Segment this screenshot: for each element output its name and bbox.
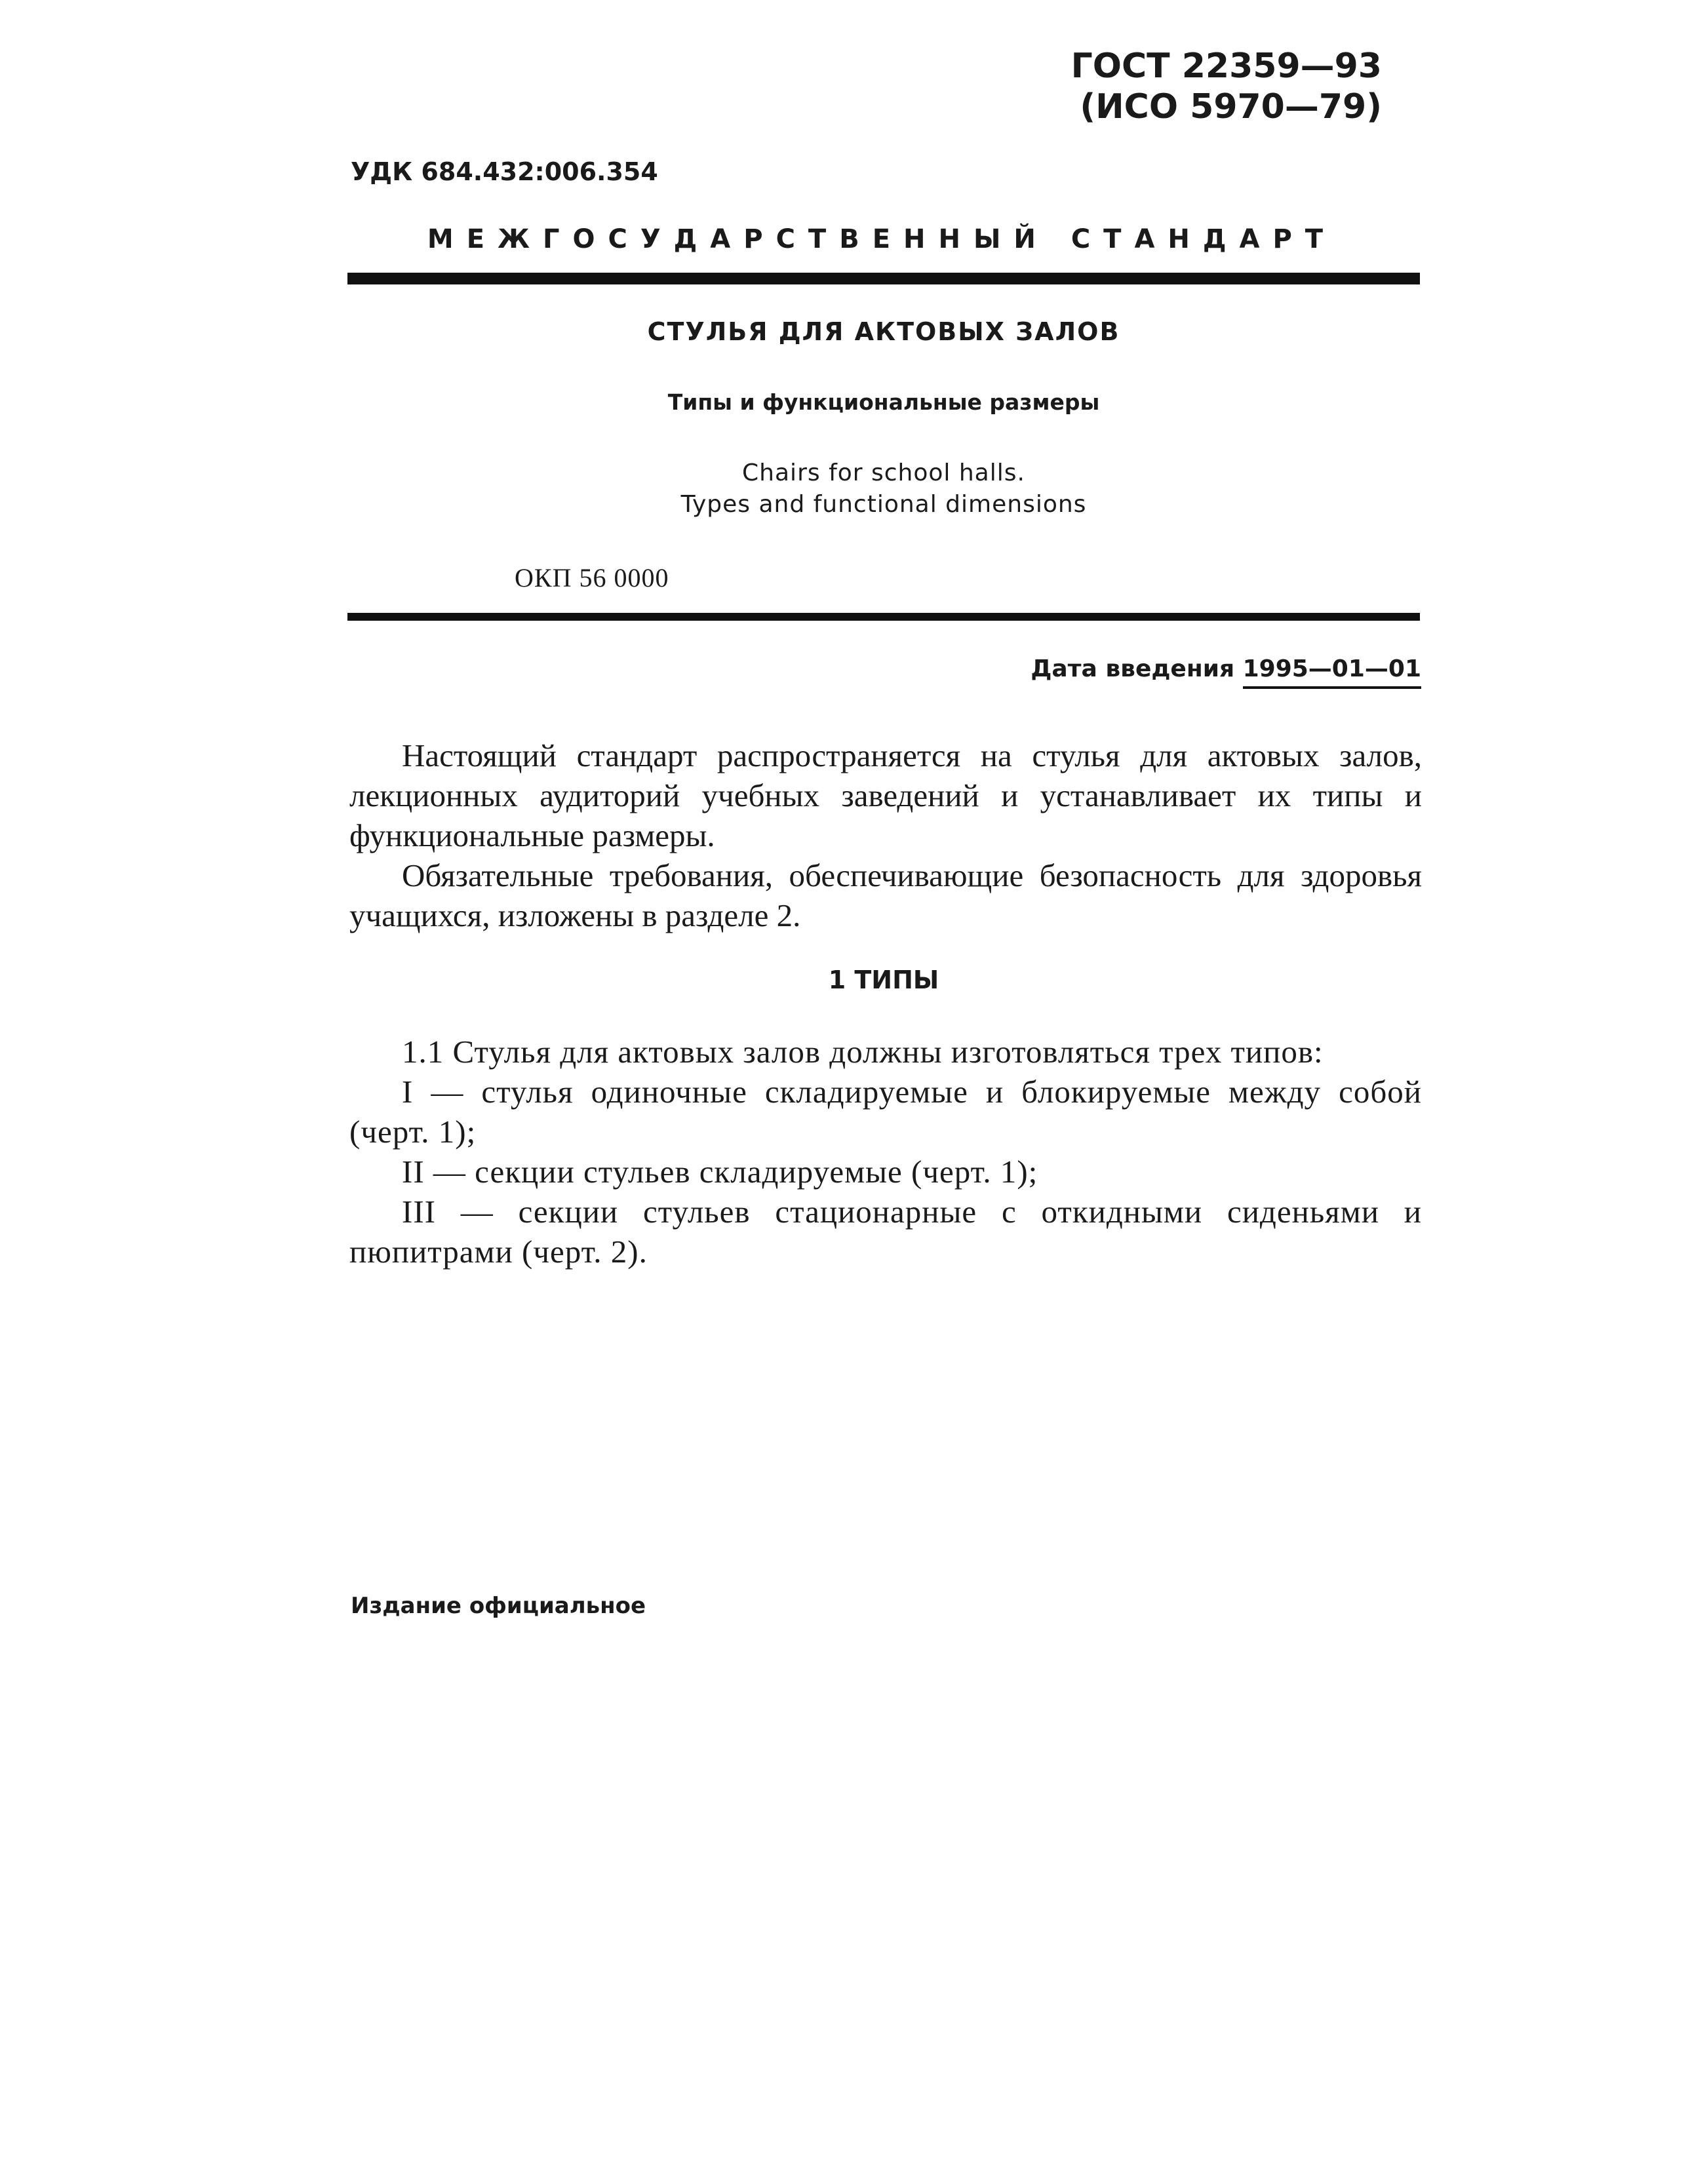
- scope-paragraph: Настоящий стандарт распространяется на стулья для актовых залов, лекционных аудиторий учебных заведений и устанавливает их типы и функциональные размеры.: [349, 737, 1422, 853]
- iso-number: (ИСО 5970—79): [1080, 87, 1382, 127]
- standard-designation: [923, 46, 1382, 127]
- middle-divider: [347, 613, 1420, 621]
- introduction-text: [349, 735, 1422, 935]
- okp-code: ОКП 56 0000: [515, 563, 669, 593]
- english-title-line-1: Chairs for school halls.: [742, 459, 1025, 486]
- udk-code: УДК 684.432:006.354: [351, 157, 658, 186]
- type-3-item: III — секции стульев стационарные с откидными сиденьями и пюпитрами (черт. 2).: [349, 1194, 1422, 1270]
- gost-number: ГОСТ 22359—93: [1071, 47, 1382, 86]
- english-title: [347, 458, 1420, 520]
- safety-paragraph: Обязательные требования, обеспечивающие безопасность для здоровья учащихся, изложены в разделе 2.: [349, 857, 1422, 933]
- introduction-date-label: Дата введения: [1031, 655, 1235, 682]
- introduction-date: [1031, 655, 1421, 689]
- introduction-date-value: 1995—01—01: [1243, 655, 1421, 689]
- types-section: [349, 1032, 1422, 1272]
- type-1-item: I — стулья одиночные складируемые и блокируемые между собой (черт. 1);: [349, 1074, 1422, 1150]
- standard-category: МЕЖГОСУДАРСТВЕННЫЙ СТАНДАРТ: [427, 224, 1337, 254]
- section-title: 1 ТИПЫ: [828, 965, 939, 994]
- edition-note: Издание официальное: [351, 1593, 646, 1619]
- type-2-item: II — секции стульев складируемые (черт. 1);: [402, 1154, 1038, 1190]
- clause-1-1: 1.1 Стулья для актовых залов должны изготовляться трех типов:: [402, 1034, 1324, 1070]
- document-subtitle: Типы и функциональные размеры: [667, 389, 1100, 415]
- document-title: СТУЛЬЯ ДЛЯ АКТОВЫХ ЗАЛОВ: [647, 317, 1120, 346]
- english-title-line-2: Types and functional dimensions: [680, 491, 1087, 518]
- top-divider: [347, 273, 1420, 284]
